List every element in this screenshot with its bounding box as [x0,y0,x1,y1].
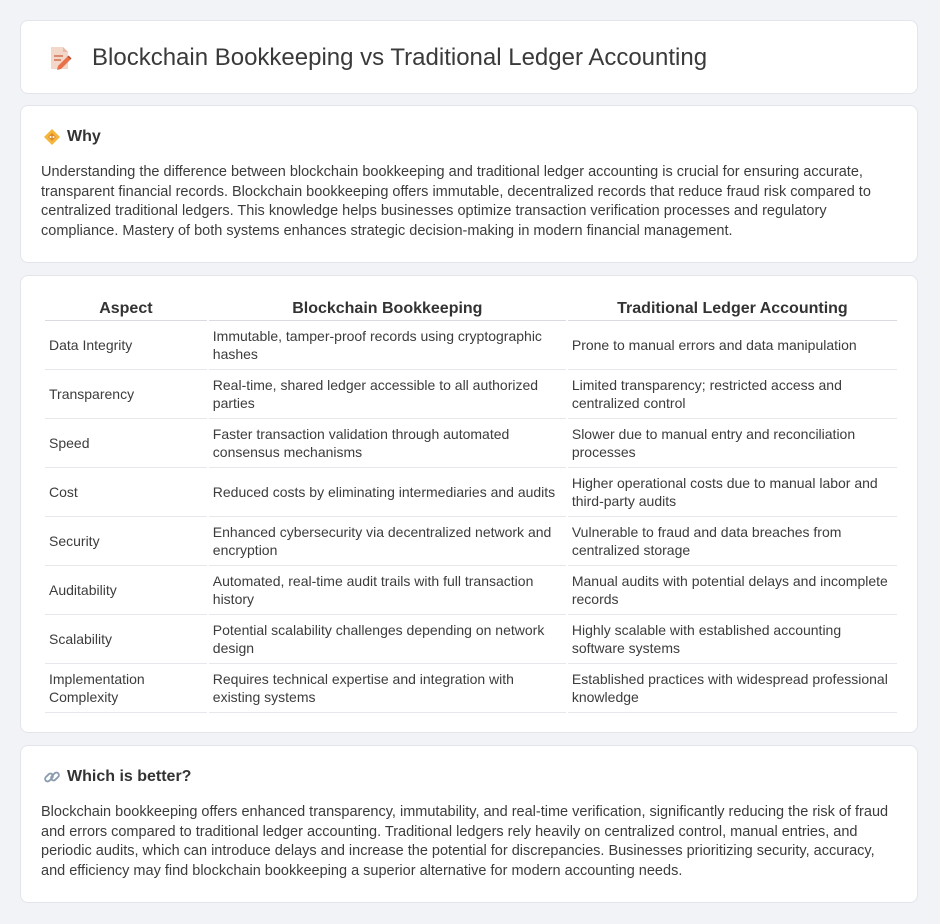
blockchain-cell: Potential scalability challenges depending on network design [209,615,566,664]
traditional-cell: Manual audits with potential delays and incomplete records [568,566,897,615]
better-text: Blockchain bookkeeping offers enhanced transparency, immutability, and real-time verification, significantly reducing the risk of fraud and errors compared to traditional ledger accounting. Traditional ledgers rely heavily on centralized control, manual entries, and periodic audits, which can introduce delays and increase the potential for discrepancies. Businesses prioritizing security, accuracy, and efficiency may find blockchain bookkeeping a superior alternative for modern accounting needs. [41,804,889,879]
sparkle-diamond-icon [43,128,61,146]
better-heading: Which is better? [67,768,192,785]
traditional-cell: Vulnerable to fraud and data breaches from centralized storage [568,517,897,566]
which-is-better-section [20,745,918,903]
aspect-cell: Auditability [45,566,207,615]
aspect-cell: Security [45,517,207,566]
title-card [20,20,918,94]
table-header-row [45,296,897,321]
comparison-section [20,275,918,733]
blockchain-cell: Immutable, tamper-proof records using cryptographic hashes [209,321,566,370]
traditional-cell: Slower due to manual entry and reconciliation processes [568,419,897,468]
link-icon [43,768,61,786]
table-row [45,664,897,713]
page-title: Blockchain Bookkeeping vs Traditional Ledger Accounting [92,44,708,71]
blockchain-cell: Requires technical expertise and integration with existing systems [209,664,566,713]
why-heading: Why [67,128,101,145]
aspect-cell: Transparency [45,370,207,419]
aspect-cell: Speed [45,419,207,468]
table-row [45,419,897,468]
aspect-cell: Implementation Complexity [45,664,207,713]
header-traditional: Traditional Ledger Accounting [568,296,897,321]
comparison-table [43,296,899,713]
table-row [45,321,897,370]
table-row [45,370,897,419]
table-row [45,517,897,566]
aspect-cell: Data Integrity [45,321,207,370]
traditional-cell: Limited transparency; restricted access and centralized control [568,370,897,419]
traditional-cell: Established practices with widespread professional knowledge [568,664,897,713]
blockchain-cell: Automated, real-time audit trails with full transaction history [209,566,566,615]
pencil-document-icon [48,45,72,71]
table-row [45,468,897,517]
why-text: Understanding the difference between blockchain bookkeeping and traditional ledger accounting is crucial for ensuring accurate, transparent financial records. Blockchain bookkeeping offers immutable, decentralized records that reduce fraud risk compared to centralized traditional ledgers. This knowledge helps businesses optimize transaction verification processes and regulatory compliance. Mastery of both systems enhances strategic decision-making in modern financial management. [41,164,871,239]
blockchain-cell: Enhanced cybersecurity via decentralized network and encryption [209,517,566,566]
aspect-cell: Scalability [45,615,207,664]
traditional-cell: Highly scalable with established accounting software systems [568,615,897,664]
blockchain-cell: Faster transaction validation through automated consensus mechanisms [209,419,566,468]
blockchain-cell: Reduced costs by eliminating intermediaries and audits [209,468,566,517]
why-section [20,105,918,263]
blockchain-cell: Real-time, shared ledger accessible to all authorized parties [209,370,566,419]
traditional-cell: Higher operational costs due to manual labor and third-party audits [568,468,897,517]
aspect-cell: Cost [45,468,207,517]
table-row [45,566,897,615]
header-aspect: Aspect [45,296,207,321]
header-blockchain: Blockchain Bookkeeping [209,296,566,321]
table-row [45,615,897,664]
traditional-cell: Prone to manual errors and data manipulation [568,321,897,370]
